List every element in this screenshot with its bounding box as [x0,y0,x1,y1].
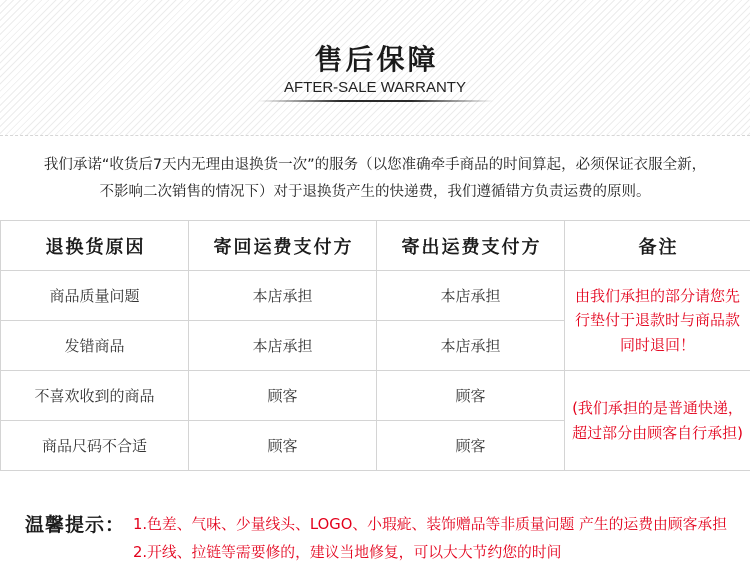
cell-reason: 发错商品 [1,321,189,371]
cell-send-payer: 本店承担 [377,321,565,371]
cell-return-payer: 顾客 [189,421,377,471]
note-line: 由我们承担的部分请您先 [574,286,740,305]
note-line: 同时退回！ [619,335,695,354]
page-subtitle: AFTER-SALE WARRANTY [284,79,466,96]
tip-item: 2.开线、拉链等需要修的，建议当地修复，可以大大节约您的时间 [133,544,562,561]
cell-send-payer: 顾客 [377,421,565,471]
cell-reason: 商品尺码不合适 [1,421,189,471]
note-line: 行垫付于退款时与商品款 [574,311,740,330]
cell-return-payer: 本店承担 [189,321,377,371]
note-line: 超过部分由顾客自行承担) [572,423,743,442]
title-underline [258,100,494,102]
note-line: (我们承担的是普通快递， [572,399,743,417]
column-header-reason: 退换货原因 [1,221,189,271]
cell-return-payer: 顾客 [189,371,377,421]
after-sale-table [0,220,750,471]
column-header-send-shipping-payer: 寄出运费支付方 [377,221,565,271]
table-row [1,271,750,321]
column-header-notes: 备注 [565,221,750,271]
tips-label: 温馨提示： [25,514,126,536]
table-header-row [1,221,750,271]
cell-reason: 不喜欢收到的商品 [1,371,189,421]
cell-send-payer: 顾客 [377,371,565,421]
cell-send-payer: 本店承担 [377,271,565,321]
note-standard-express [565,371,750,471]
intro-line: 不影响二次销售的情况下）对于退换货产生的快递费，我们遵循错方负责运费的原则。 [99,184,651,200]
note-merchant-advance [565,271,750,371]
page-title: 售后保障 [314,43,439,76]
intro-line: 我们承诺“收货后7天内无理由退换货一次”的服务（以您准确牵手商品的时间算起，必须保证衣服全新， [43,157,707,173]
column-header-return-shipping-payer: 寄回运费支付方 [189,221,377,271]
section-divider [0,135,750,136]
table-row [1,371,750,421]
cell-reason: 商品质量问题 [1,271,189,321]
cell-return-payer: 本店承担 [189,271,377,321]
tip-item: 1.色差、气味、少量线头、LOGO、小瑕疵、装饰赠品等非质量问题 产生的运费由顾客承担 [133,516,727,533]
